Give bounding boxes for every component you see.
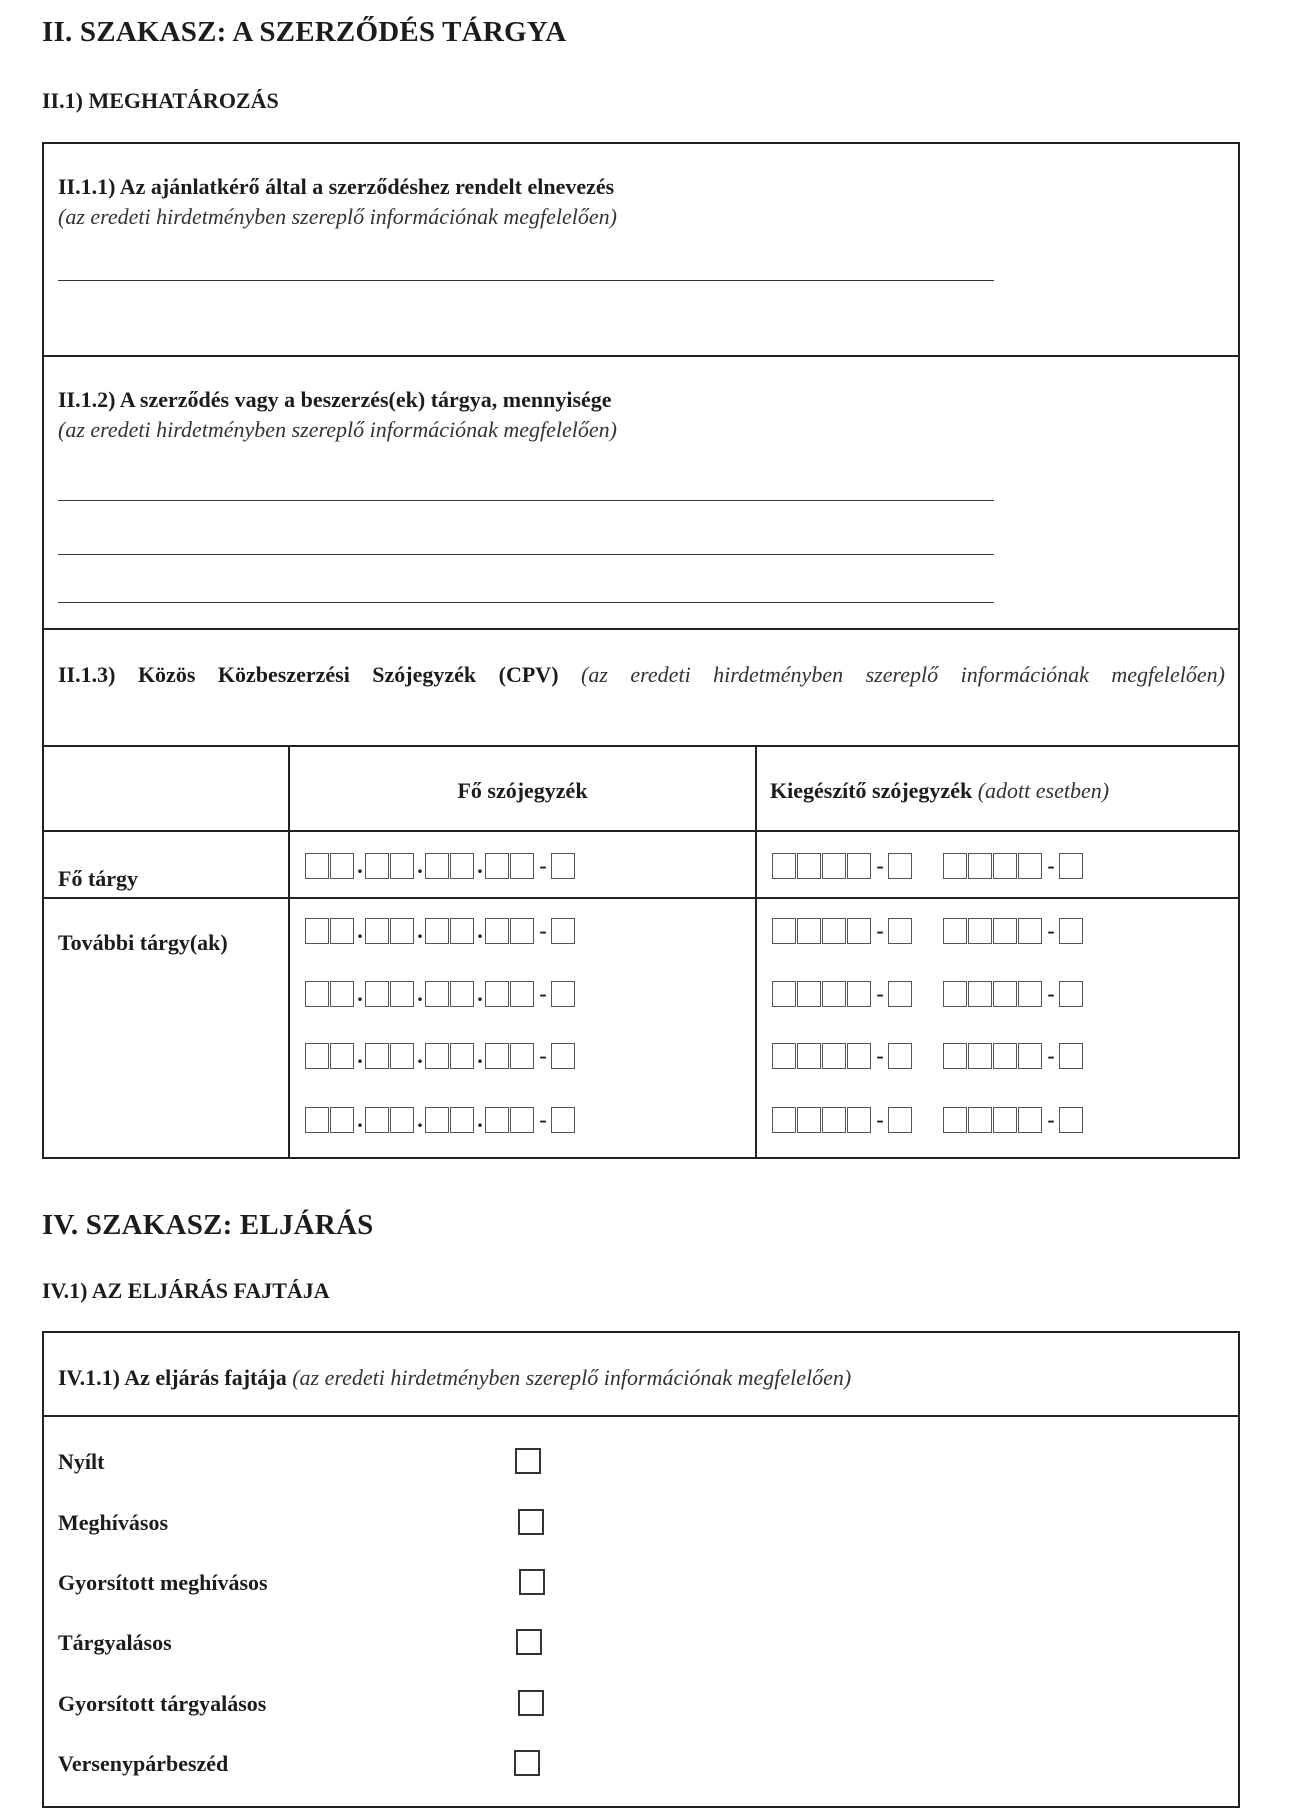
- procedure-option-label: Nyílt: [58, 1449, 105, 1474]
- code-digit-box[interactable]: [365, 1107, 389, 1133]
- supplementary-cpv-code-field[interactable]: [772, 915, 1084, 947]
- code-digit-box[interactable]: [510, 981, 534, 1007]
- code-digit-box[interactable]: [305, 1043, 329, 1069]
- code-digit-box[interactable]: [993, 853, 1017, 879]
- code-digit-box[interactable]: [305, 918, 329, 944]
- code-digit-box[interactable]: [888, 918, 912, 944]
- code-digit-box[interactable]: [330, 1107, 354, 1133]
- procedure-option-checkbox[interactable]: [515, 1448, 541, 1474]
- code-digit-box[interactable]: [450, 1043, 474, 1069]
- code-digit-box[interactable]: [390, 918, 414, 944]
- code-digit-box[interactable]: [1018, 918, 1042, 944]
- code-separator-dot: .: [417, 918, 423, 943]
- code-separator-dot: .: [357, 853, 363, 878]
- code-digit-box[interactable]: [1018, 1107, 1042, 1133]
- code-digit-box[interactable]: [510, 1107, 534, 1133]
- code-separator-dot: .: [357, 1107, 363, 1132]
- code-digit-box[interactable]: [968, 1107, 992, 1133]
- code-separator-dash: -: [1047, 853, 1055, 878]
- code-digit-box[interactable]: [847, 1107, 871, 1133]
- code-digit-box[interactable]: [772, 1107, 796, 1133]
- code-digit-box[interactable]: [888, 853, 912, 879]
- code-digit-box[interactable]: [943, 1043, 967, 1069]
- col-supplementary-note: (adott esetben): [977, 778, 1110, 803]
- code-separator-dash: -: [539, 1107, 547, 1132]
- code-digit-box[interactable]: [551, 981, 575, 1007]
- code-separator-dot: .: [417, 853, 423, 878]
- code-digit-box[interactable]: [330, 1043, 354, 1069]
- item-4-1-1-note: (az eredeti hirdetményben szereplő információnak megfelelően): [292, 1365, 852, 1390]
- code-separator-dash: -: [1047, 918, 1055, 943]
- procedure-option-checkbox[interactable]: [518, 1690, 544, 1716]
- item-2-1-3-note: (az eredeti hirdetményben szereplő információnak megfelelően): [581, 662, 1226, 687]
- procedure-option-checkbox[interactable]: [518, 1509, 544, 1535]
- code-digit-box[interactable]: [1018, 981, 1042, 1007]
- subject-input-line[interactable]: [58, 554, 994, 555]
- code-digit-box[interactable]: [365, 1043, 389, 1069]
- main-cpv-code-field[interactable]: [305, 1040, 576, 1072]
- code-digit-box[interactable]: [772, 853, 796, 879]
- procedure-option-label: Gyorsított meghívásos: [58, 1570, 268, 1595]
- item-4-1-1-label: IV.1.1) Az eljárás fajtája: [58, 1365, 287, 1390]
- procedure-option-checkbox[interactable]: [516, 1629, 542, 1655]
- code-digit-box[interactable]: [968, 853, 992, 879]
- section-2-1-title: II.1) MEGHATÁROZÁS: [42, 88, 279, 113]
- code-digit-box[interactable]: [330, 853, 354, 879]
- code-digit-box[interactable]: [425, 918, 449, 944]
- code-digit-box[interactable]: [1018, 853, 1042, 879]
- code-digit-box[interactable]: [968, 918, 992, 944]
- subject-input-line[interactable]: [58, 602, 994, 603]
- code-digit-box[interactable]: [485, 1043, 509, 1069]
- code-digit-box[interactable]: [847, 981, 871, 1007]
- code-separator-dash: -: [539, 1043, 547, 1068]
- main-cpv-code-field[interactable]: [305, 850, 576, 882]
- code-digit-box[interactable]: [822, 918, 846, 944]
- code-digit-box[interactable]: [1018, 1043, 1042, 1069]
- code-digit-box[interactable]: [993, 918, 1017, 944]
- procedure-option-label: Versenypárbeszéd: [58, 1751, 229, 1776]
- code-separator-dot: .: [417, 1043, 423, 1068]
- col-supplementary-vocabulary: Kiegészítő szójegyzék: [770, 778, 973, 803]
- item-4-1-1-heading: [58, 1365, 851, 1391]
- divider: [42, 745, 1240, 747]
- item-2-1-1-note: (az eredeti hirdetményben szereplő információnak megfelelően): [58, 204, 618, 229]
- code-digit-box[interactable]: [485, 853, 509, 879]
- code-digit-box[interactable]: [425, 1107, 449, 1133]
- code-digit-box[interactable]: [551, 918, 575, 944]
- code-digit-box[interactable]: [993, 1107, 1017, 1133]
- code-digit-box[interactable]: [822, 853, 846, 879]
- section-2-title: II. SZAKASZ: A SZERZŐDÉS TÁRGYA: [42, 16, 567, 48]
- code-digit-box[interactable]: [450, 918, 474, 944]
- code-separator-dash: -: [876, 1043, 884, 1068]
- code-digit-box[interactable]: [943, 853, 967, 879]
- code-digit-box[interactable]: [551, 1107, 575, 1133]
- item-2-1-3-heading: [58, 662, 1225, 688]
- code-digit-box[interactable]: [772, 1043, 796, 1069]
- code-digit-box[interactable]: [365, 981, 389, 1007]
- code-digit-box[interactable]: [797, 918, 821, 944]
- supplementary-cpv-code-field[interactable]: [772, 978, 1084, 1010]
- code-separator-dash: -: [539, 918, 547, 943]
- procedure-option-checkbox[interactable]: [519, 1569, 545, 1595]
- code-separator-dot: .: [357, 981, 363, 1006]
- code-separator-dash: -: [539, 853, 547, 878]
- procedure-option-label: Meghívásos: [58, 1510, 168, 1535]
- code-digit-box[interactable]: [390, 1043, 414, 1069]
- code-separator-dot: .: [477, 853, 483, 878]
- code-digit-box[interactable]: [390, 853, 414, 879]
- code-digit-box[interactable]: [822, 1043, 846, 1069]
- code-digit-box[interactable]: [551, 853, 575, 879]
- title-input-line[interactable]: [58, 280, 994, 281]
- code-digit-box[interactable]: [772, 981, 796, 1007]
- code-digit-box[interactable]: [305, 1107, 329, 1133]
- main-cpv-code-field[interactable]: [305, 978, 576, 1010]
- divider: [42, 628, 1240, 630]
- code-digit-box[interactable]: [551, 1043, 575, 1069]
- code-digit-box[interactable]: [390, 981, 414, 1007]
- code-digit-box[interactable]: [425, 981, 449, 1007]
- code-digit-box[interactable]: [797, 981, 821, 1007]
- code-separator-dash: -: [876, 1107, 884, 1132]
- col-main-vocabulary: Fő szójegyzék: [457, 778, 588, 803]
- code-digit-box[interactable]: [510, 1043, 534, 1069]
- code-separator-dash: -: [876, 981, 884, 1006]
- item-2-1-2-note: (az eredeti hirdetményben szereplő információnak megfelelően): [58, 417, 618, 442]
- supplementary-cpv-code-field[interactable]: [772, 1040, 1084, 1072]
- code-digit-box[interactable]: [450, 853, 474, 879]
- procedure-option-label: Gyorsított tárgyalásos: [58, 1691, 267, 1716]
- code-separator-dash: -: [539, 981, 547, 1006]
- code-digit-box[interactable]: [968, 1043, 992, 1069]
- code-digit-box[interactable]: [1059, 853, 1083, 879]
- code-digit-box[interactable]: [485, 918, 509, 944]
- code-digit-box[interactable]: [797, 1107, 821, 1133]
- code-digit-box[interactable]: [888, 1107, 912, 1133]
- code-digit-box[interactable]: [425, 1043, 449, 1069]
- code-separator-dot: .: [477, 918, 483, 943]
- code-digit-box[interactable]: [510, 853, 534, 879]
- code-separator-dot: .: [417, 1107, 423, 1132]
- code-digit-box[interactable]: [365, 853, 389, 879]
- row-additional-subjects: További tárgy(ak): [58, 930, 228, 955]
- row-main-subject: Fő tárgy: [58, 866, 139, 891]
- code-digit-box[interactable]: [822, 981, 846, 1007]
- code-digit-box[interactable]: [822, 1107, 846, 1133]
- code-digit-box[interactable]: [390, 1107, 414, 1133]
- code-separator-dot: .: [477, 1043, 483, 1068]
- code-digit-box[interactable]: [993, 1043, 1017, 1069]
- code-digit-box[interactable]: [485, 1107, 509, 1133]
- divider: [42, 1415, 1240, 1417]
- main-cpv-code-field[interactable]: [305, 1104, 576, 1136]
- code-digit-box[interactable]: [943, 918, 967, 944]
- code-digit-box[interactable]: [305, 981, 329, 1007]
- code-digit-box[interactable]: [888, 981, 912, 1007]
- code-separator-dot: .: [357, 1043, 363, 1068]
- code-digit-box[interactable]: [305, 853, 329, 879]
- supplementary-cpv-code-field[interactable]: [772, 850, 1084, 882]
- code-separator-dot: .: [357, 918, 363, 943]
- code-digit-box[interactable]: [968, 981, 992, 1007]
- code-separator-dash: -: [1047, 1043, 1055, 1068]
- table-col-divider: [755, 745, 757, 1159]
- item-2-1-2-label: II.1.2) A szerződés vagy a beszerzés(ek) tárgya, mennyisége: [58, 387, 612, 412]
- code-separator-dash: -: [876, 918, 884, 943]
- code-separator-dash: -: [1047, 1107, 1055, 1132]
- code-digit-box[interactable]: [1059, 1107, 1083, 1133]
- item-2-1-3-label: II.1.3) Közös Közbeszerzési Szójegyzék (CPV): [58, 662, 559, 687]
- code-digit-box[interactable]: [1059, 1043, 1083, 1069]
- code-digit-box[interactable]: [943, 981, 967, 1007]
- main-cpv-code-field[interactable]: [305, 915, 576, 947]
- section-4-title: IV. SZAKASZ: ELJÁRÁS: [42, 1209, 374, 1241]
- section-4-1-title: IV.1) AZ ELJÁRÁS FAJTÁJA: [42, 1278, 330, 1303]
- supplementary-cpv-code-field[interactable]: [772, 1104, 1084, 1136]
- code-digit-box[interactable]: [1059, 981, 1083, 1007]
- code-digit-box[interactable]: [888, 1043, 912, 1069]
- code-separator-dash: -: [1047, 981, 1055, 1006]
- code-digit-box[interactable]: [1059, 918, 1083, 944]
- divider: [42, 355, 1240, 357]
- code-digit-box[interactable]: [510, 918, 534, 944]
- code-separator-dash: -: [876, 853, 884, 878]
- code-separator-dot: .: [477, 1107, 483, 1132]
- code-digit-box[interactable]: [847, 853, 871, 879]
- item-2-1-1-label: II.1.1) Az ajánlatkérő által a szerződéshez rendelt elnevezés: [58, 174, 615, 199]
- code-digit-box[interactable]: [797, 853, 821, 879]
- table-col-divider: [288, 745, 290, 1159]
- col-supplementary-header: [770, 778, 1109, 804]
- code-separator-dot: .: [477, 981, 483, 1006]
- code-digit-box[interactable]: [365, 918, 389, 944]
- divider: [42, 830, 1240, 832]
- code-digit-box[interactable]: [797, 1043, 821, 1069]
- divider: [42, 897, 1240, 899]
- code-digit-box[interactable]: [450, 981, 474, 1007]
- code-digit-box[interactable]: [485, 981, 509, 1007]
- code-digit-box[interactable]: [772, 918, 796, 944]
- code-digit-box[interactable]: [425, 853, 449, 879]
- code-digit-box[interactable]: [330, 981, 354, 1007]
- code-digit-box[interactable]: [993, 981, 1017, 1007]
- code-digit-box[interactable]: [330, 918, 354, 944]
- code-digit-box[interactable]: [847, 918, 871, 944]
- code-digit-box[interactable]: [847, 1043, 871, 1069]
- procedure-option-label: Tárgyalásos: [58, 1630, 172, 1655]
- code-separator-dot: .: [417, 981, 423, 1006]
- code-digit-box[interactable]: [943, 1107, 967, 1133]
- code-digit-box[interactable]: [450, 1107, 474, 1133]
- procedure-option-checkbox[interactable]: [514, 1750, 540, 1776]
- subject-input-line[interactable]: [58, 500, 994, 501]
